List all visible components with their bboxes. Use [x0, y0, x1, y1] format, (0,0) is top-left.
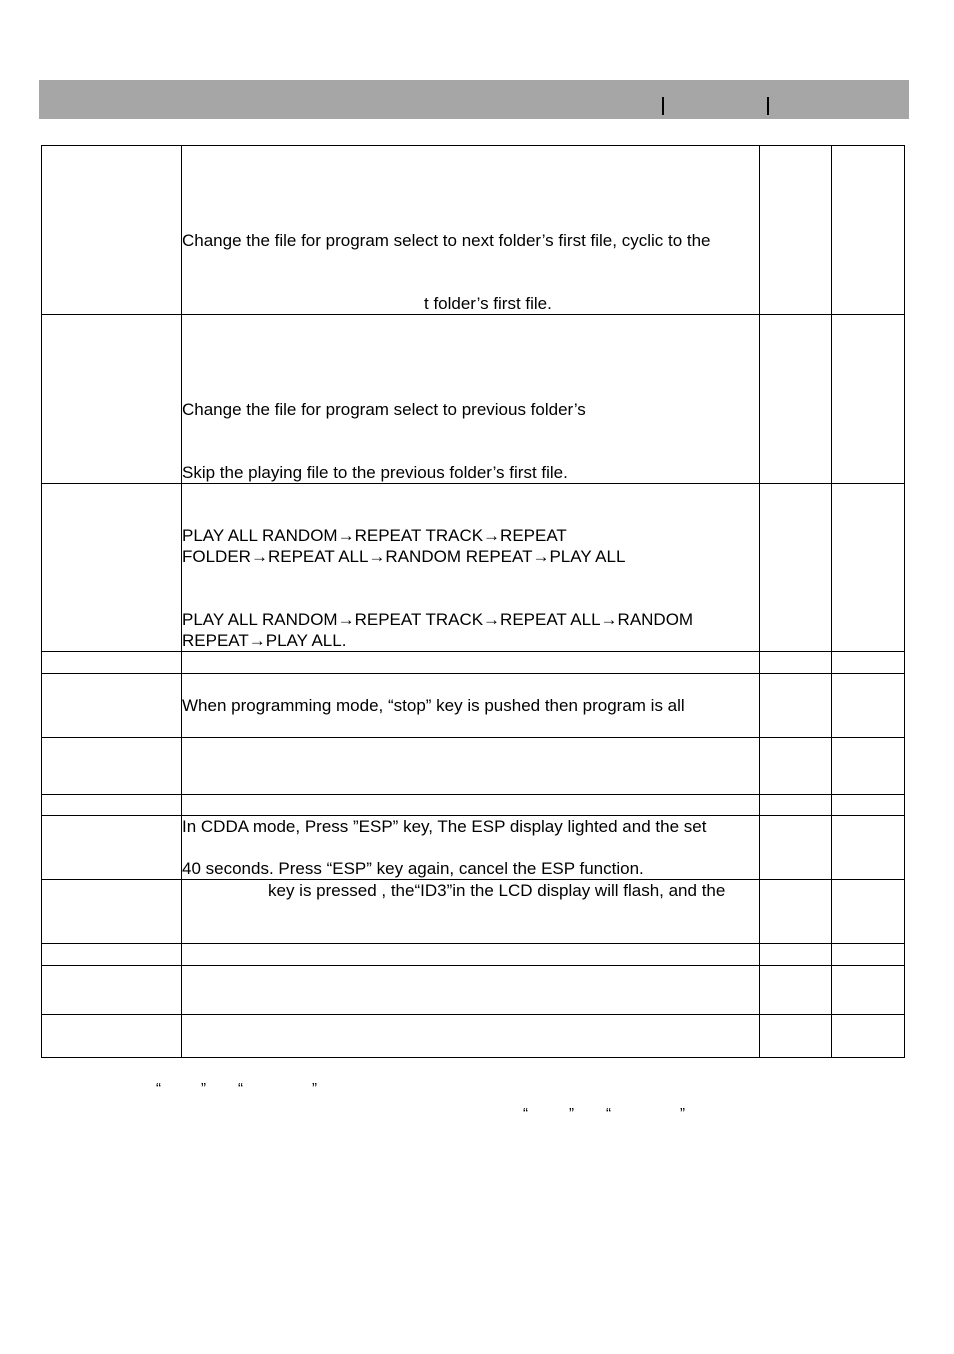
- quote-mark: “: [523, 1105, 528, 1122]
- table-cell-text: PLAY ALL RANDOM→REPEAT TRACK→REPEAT: [182, 526, 567, 545]
- column-divider: [181, 145, 182, 1058]
- table-cell-text: Skip the playing file to the previous folder’s first file.: [182, 463, 568, 482]
- row-divider: [41, 651, 905, 652]
- table-cell-text: 40 seconds. Press “ESP” key again, cancel the ESP function.: [182, 859, 644, 878]
- table-border: [41, 1057, 905, 1058]
- table-border: [904, 145, 905, 1058]
- table-cell-text: key is pressed , the“ID3”in the LCD display will flash, and the: [268, 881, 726, 900]
- table-cell-text: Change the file for program select to next folder’s first file, cyclic to the: [182, 231, 711, 250]
- column-divider: [759, 145, 760, 1058]
- column-divider: [831, 145, 832, 1058]
- row-divider: [41, 314, 905, 315]
- quote-mark: ”: [680, 1105, 685, 1122]
- row-divider: [41, 737, 905, 738]
- function-table: [41, 145, 905, 1058]
- table-cell-text: Change the file for program select to previous folder’s: [182, 400, 586, 419]
- row-divider: [41, 1014, 905, 1015]
- row-divider: [41, 943, 905, 944]
- table-cell-text: REPEAT→PLAY ALL.: [182, 631, 347, 650]
- row-divider: [41, 965, 905, 966]
- quote-mark: “: [156, 1080, 161, 1097]
- quote-mark: ”: [312, 1080, 317, 1097]
- table-cell-text: PLAY ALL RANDOM→REPEAT TRACK→REPEAT ALL→RANDOM: [182, 610, 694, 629]
- row-divider: [41, 794, 905, 795]
- header-divider: [767, 97, 769, 115]
- table-cell-text: FOLDER→REPEAT ALL→RANDOM REPEAT→PLAY ALL: [182, 547, 626, 566]
- table-border: [41, 145, 905, 146]
- table-cell-text: When programming mode, “stop” key is pushed then program is all: [182, 696, 685, 715]
- row-divider: [41, 483, 905, 484]
- quote-mark: “: [238, 1080, 243, 1097]
- quote-mark: ”: [201, 1080, 206, 1097]
- table-cell-text: t folder’s first file.: [424, 294, 552, 313]
- table-cell-text: In CDDA mode, Press ”ESP” key, The ESP display lighted and the set: [182, 817, 707, 836]
- table-border: [41, 145, 42, 1058]
- section-header-bar: [39, 80, 909, 119]
- quote-mark: “: [606, 1105, 611, 1122]
- header-divider: [662, 97, 664, 115]
- row-divider: [41, 673, 905, 674]
- quote-mark: ”: [569, 1105, 574, 1122]
